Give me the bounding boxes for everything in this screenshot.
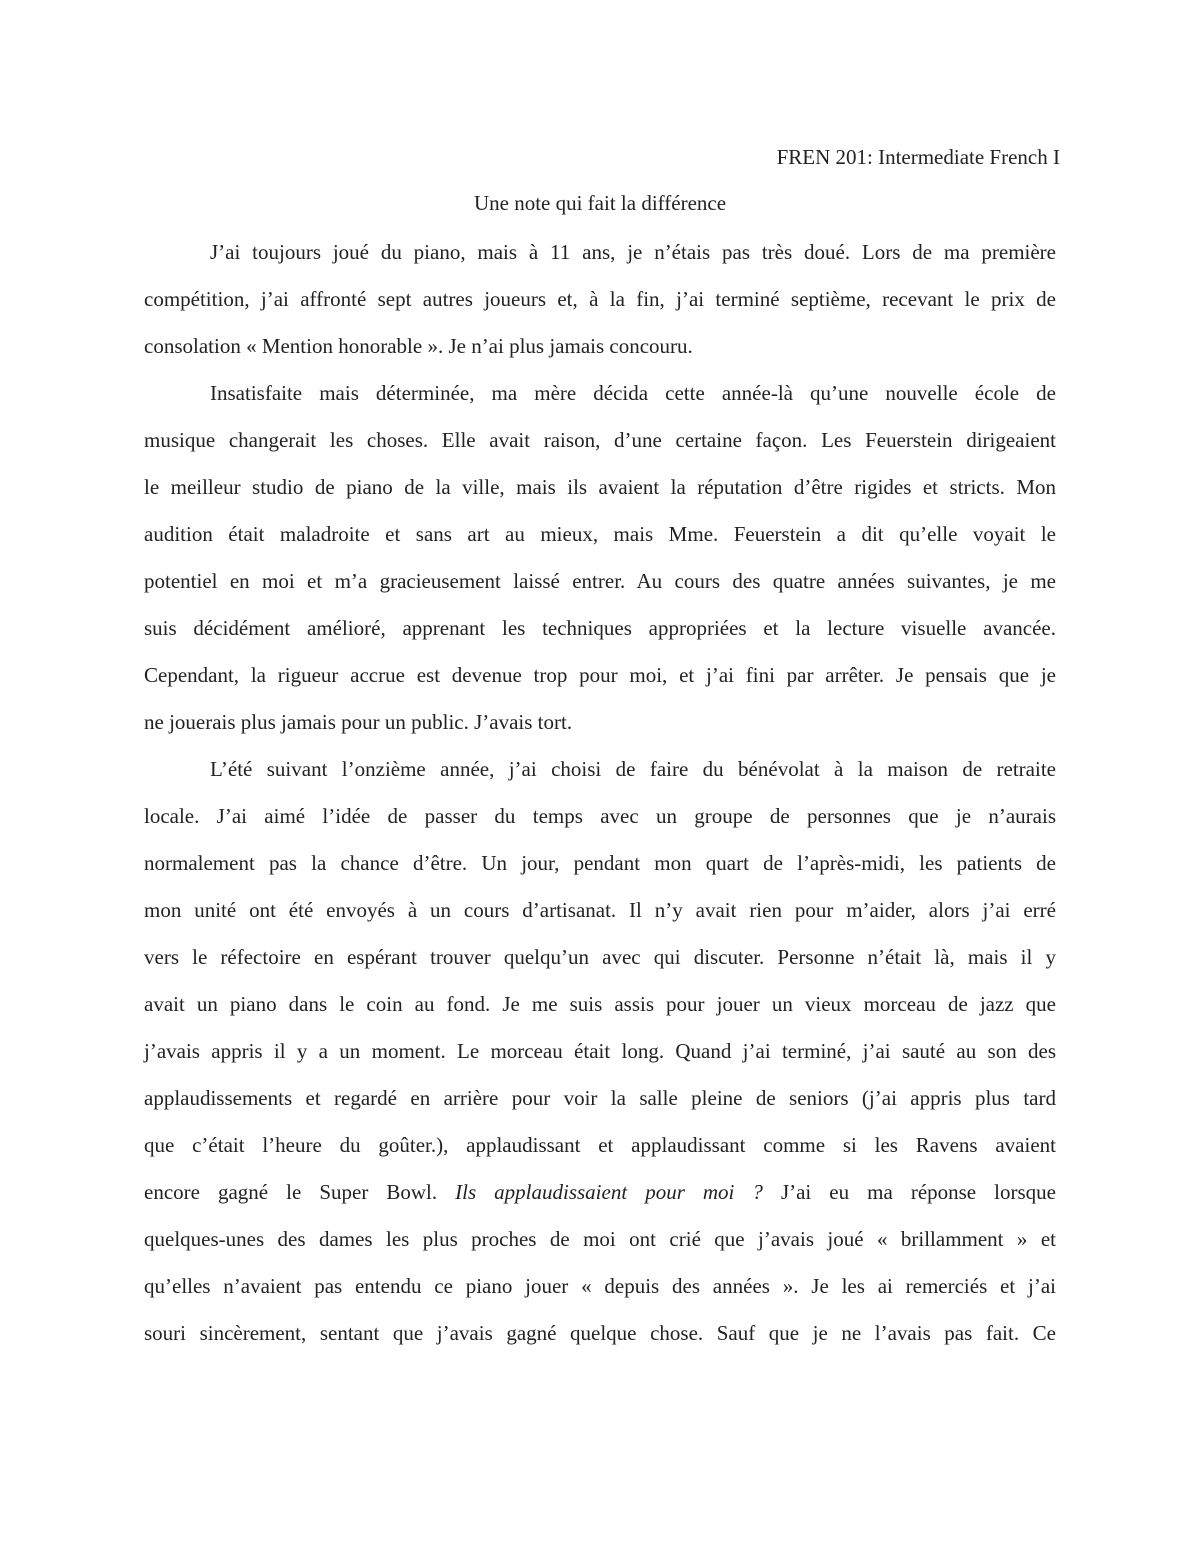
paragraph-1 [144, 232, 1056, 373]
essay-body [144, 232, 1056, 1360]
text-line: potentiel en moi et m’a gracieusement laissé entrer. Au cours des quatre années suivantes, je me [144, 569, 1056, 593]
text-line: quelques-unes des dames les plus proches de moi ont crié que j’avais joué « brillamment » et [144, 1227, 1056, 1251]
text-line: avait un piano dans le coin au fond. Je me suis assis pour jouer un vieux morceau de jazz que [144, 992, 1056, 1016]
text-segment: J’ai eu ma réponse lorsque [762, 1180, 1056, 1204]
text-line: L’été suivant l’onzième année, j’ai choisi de faire du bénévolat à la maison de retraite [210, 757, 1056, 781]
italic-question: Ils applaudissaient pour moi ? [455, 1180, 763, 1204]
text-line: j’avais appris il y a un moment. Le morceau était long. Quand j’ai terminé, j’ai sauté au son des [144, 1039, 1056, 1063]
text-line: vers le réfectoire en espérant trouver quelqu’un avec qui discuter. Personne n’était là, mais il y [144, 945, 1056, 969]
text-line: applaudissements et regardé en arrière pour voir la salle pleine de seniors (j’ai appris plus tard [144, 1086, 1056, 1110]
text-line: normalement pas la chance d’être. Un jour, pendant mon quart de l’après-midi, les patients de [144, 851, 1056, 875]
text-line: le meilleur studio de piano de la ville, mais ils avaient la réputation d’être rigides et stricts. Mon [144, 475, 1056, 499]
text-line: mon unité ont été envoyés à un cours d’artisanat. Il n’y avait rien pour m’aider, alors j’ai erré [144, 898, 1056, 922]
text-line: consolation « Mention honorable ». Je n’ai plus jamais concouru. [144, 334, 693, 358]
text-line: musique changerait les choses. Elle avait raison, d’une certaine façon. Les Feuerstein dirigeaient [144, 428, 1056, 452]
text-line: ne jouerais plus jamais pour un public. J’avais tort. [144, 710, 573, 734]
essay-title: Une note qui fait la différence [473, 191, 727, 215]
course-header: FREN 201: Intermediate French I [776, 145, 1060, 169]
text-segment: encore gagné le Super Bowl. [144, 1180, 456, 1204]
text-line: locale. J’ai aimé l’idée de passer du temps avec un groupe de personnes que je n’aurais [144, 804, 1056, 828]
text-line: Cependant, la rigueur accrue est devenue trop pour moi, et j’ai fini par arrêter. Je pensais que je [144, 663, 1056, 687]
text-line: audition était maladroite et sans art au mieux, mais Mme. Feuerstein a dit qu’elle voyait le [144, 522, 1056, 546]
text-line-with-italic [144, 1172, 1056, 1219]
text-line: suis décidément amélioré, apprenant les techniques appropriées et la lecture visuelle avancée. [144, 616, 1056, 640]
paragraph-3 [144, 749, 1056, 1360]
text-line: J’ai toujours joué du piano, mais à 11 ans, je n’étais pas très doué. Lors de ma première [210, 240, 1056, 264]
text-line: compétition, j’ai affronté sept autres joueurs et, à la fin, j’ai terminé septième, recevant le prix de [144, 287, 1056, 311]
text-line: que c’était l’heure du goûter.), applaudissant et applaudissant comme si les Ravens avaient [144, 1133, 1056, 1157]
paragraph-2 [144, 373, 1056, 749]
text-line: Insatisfaite mais déterminée, ma mère décida cette année-là qu’une nouvelle école de [210, 381, 1056, 405]
text-line: qu’elles n’avaient pas entendu ce piano jouer « depuis des années ». Je les ai remerciés et j’ai [144, 1274, 1056, 1298]
text-line: souri sincèrement, sentant que j’avais gagné quelque chose. Sauf que je ne l’avais pas fait. Ce [144, 1321, 1056, 1345]
